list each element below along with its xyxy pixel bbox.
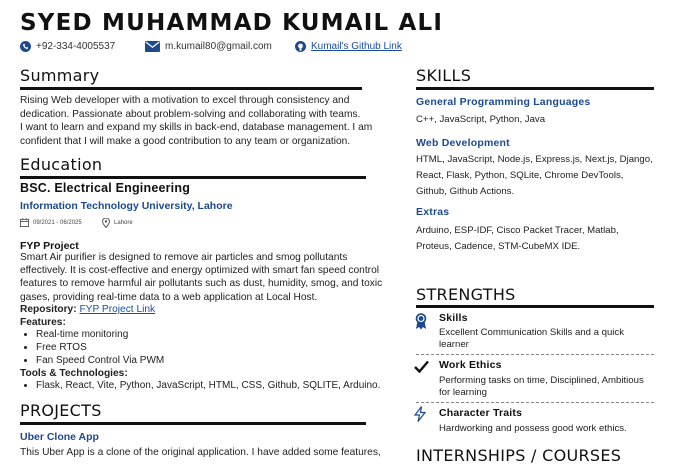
divider — [416, 354, 654, 355]
degree-title: BSC. Electrical Engineering — [20, 181, 191, 195]
location-text: Lahore — [114, 220, 133, 226]
fyp-title: FYP Project — [20, 240, 79, 252]
summary-line: confident that I will make a good contribution to any team or organization. — [20, 135, 351, 147]
list-item: • Real-time monitoring — [36, 329, 164, 342]
summary-title: Summary — [20, 66, 100, 85]
project-title: Uber Clone App — [20, 431, 99, 443]
list-item: • Free RTOS — [36, 342, 164, 355]
award-ribbon-icon — [414, 312, 428, 330]
tools-label: Tools & Technologies: — [20, 368, 128, 379]
summary-text — [20, 94, 400, 148]
skills-title: SKILLS — [416, 66, 472, 85]
list-item: • Fan Speed Control Via PWM — [36, 355, 164, 368]
strengths-title: STRENGTHS — [416, 285, 516, 304]
summary-rule — [20, 87, 362, 90]
phone-icon — [20, 41, 31, 52]
fyp-line: effectively. It is cost-effective and energy optimized with smart fan speed control — [20, 265, 379, 277]
repository-label: Repository: — [20, 304, 77, 315]
summary-line: Rising Web developer with a motivation to excel through consistency and — [20, 95, 350, 106]
phone-number: +92-334-4005537 — [36, 41, 116, 52]
checkmark-icon — [414, 360, 429, 373]
location-pin-icon — [102, 218, 110, 228]
tools-list — [22, 380, 380, 393]
fyp-line: features to remove harmful air pollutants such as dust, humidity, smog, and toxic — [20, 278, 383, 290]
strengths-rule — [416, 305, 654, 308]
github-link[interactable]: Kumail's Github Link — [311, 41, 402, 52]
education-location — [102, 218, 133, 228]
strength-text: Excellent Communication Skills and a quick learner — [439, 327, 625, 350]
skill-group-text: Arduino, ESP-IDF, Cisco Packet Tracer, Matlab, Proteus, Cadence, STM-CubeMX IDE. — [416, 225, 619, 252]
skill-group-text: HTML, JavaScript, Node.js, Express.js, Next.js, Django, React, Flask, Python, SQLite, Chrome DevTools, Github, Github Actions. — [416, 154, 653, 197]
strength-title: Character Traits — [439, 407, 523, 419]
fyp-description — [20, 251, 405, 304]
strength-text: Performing tasks on time, Disciplined, Ambitious for learning — [439, 375, 644, 398]
skill-group-heading: Extras — [416, 206, 450, 218]
fyp-project-link[interactable]: FYP Project Link — [79, 304, 156, 315]
education-title: Education — [20, 155, 103, 174]
skill-group-text: C++, JavaScript, Python, Java — [416, 114, 546, 125]
repository-row — [20, 303, 155, 317]
education-rule — [20, 176, 366, 179]
divider — [416, 402, 654, 403]
github-icon — [295, 41, 306, 52]
list-item: • Flask, React, Vite, Python, JavaScript, HTML, CSS, Github, SQLITE, Arduino. — [36, 380, 380, 393]
email-contact[interactable] — [145, 41, 272, 52]
skill-group-heading: General Programming Languages — [416, 96, 591, 108]
project-description: This Uber App is a clone of the original application. I have added some features, — [20, 447, 381, 458]
university-name: Information Technology University, Lahore — [20, 200, 233, 212]
skill-group-heading: Web Development — [416, 137, 510, 149]
summary-line: I want to learn and expand my skills in back-end, database management. I am — [20, 122, 373, 134]
strength-title: Skills — [439, 312, 468, 324]
summary-line: dedication. Passionate about problem-solving and collaborating with teams. — [20, 108, 361, 120]
email-address[interactable]: m.kumail80@gmail.com — [165, 41, 272, 52]
features-label: Features: — [20, 317, 66, 328]
dates-text: 09/2021 - 06/2025 — [33, 219, 82, 226]
github-contact[interactable] — [295, 41, 402, 52]
fyp-line: gases, providing real-time data to a web application at Local Host. — [20, 291, 318, 303]
internships-title: INTERNSHIPS / COURSES — [416, 446, 622, 465]
envelope-icon — [145, 41, 160, 52]
projects-title: PROJECTS — [20, 401, 102, 420]
education-dates — [20, 218, 82, 227]
strength-text: Hardworking and possess good work ethics. — [439, 423, 627, 434]
calendar-icon — [20, 218, 29, 227]
fyp-line: Smart Air purifier is designed to remove air particles and smog pollutants — [20, 252, 348, 263]
lightning-icon — [414, 406, 426, 422]
strength-title: Work Ethics — [439, 359, 502, 371]
resume-name: SYED MUHAMMAD KUMAIL ALI — [20, 10, 444, 36]
projects-rule — [20, 422, 366, 425]
phone-contact — [20, 41, 115, 52]
skills-rule — [416, 87, 654, 90]
features-list — [22, 329, 164, 367]
